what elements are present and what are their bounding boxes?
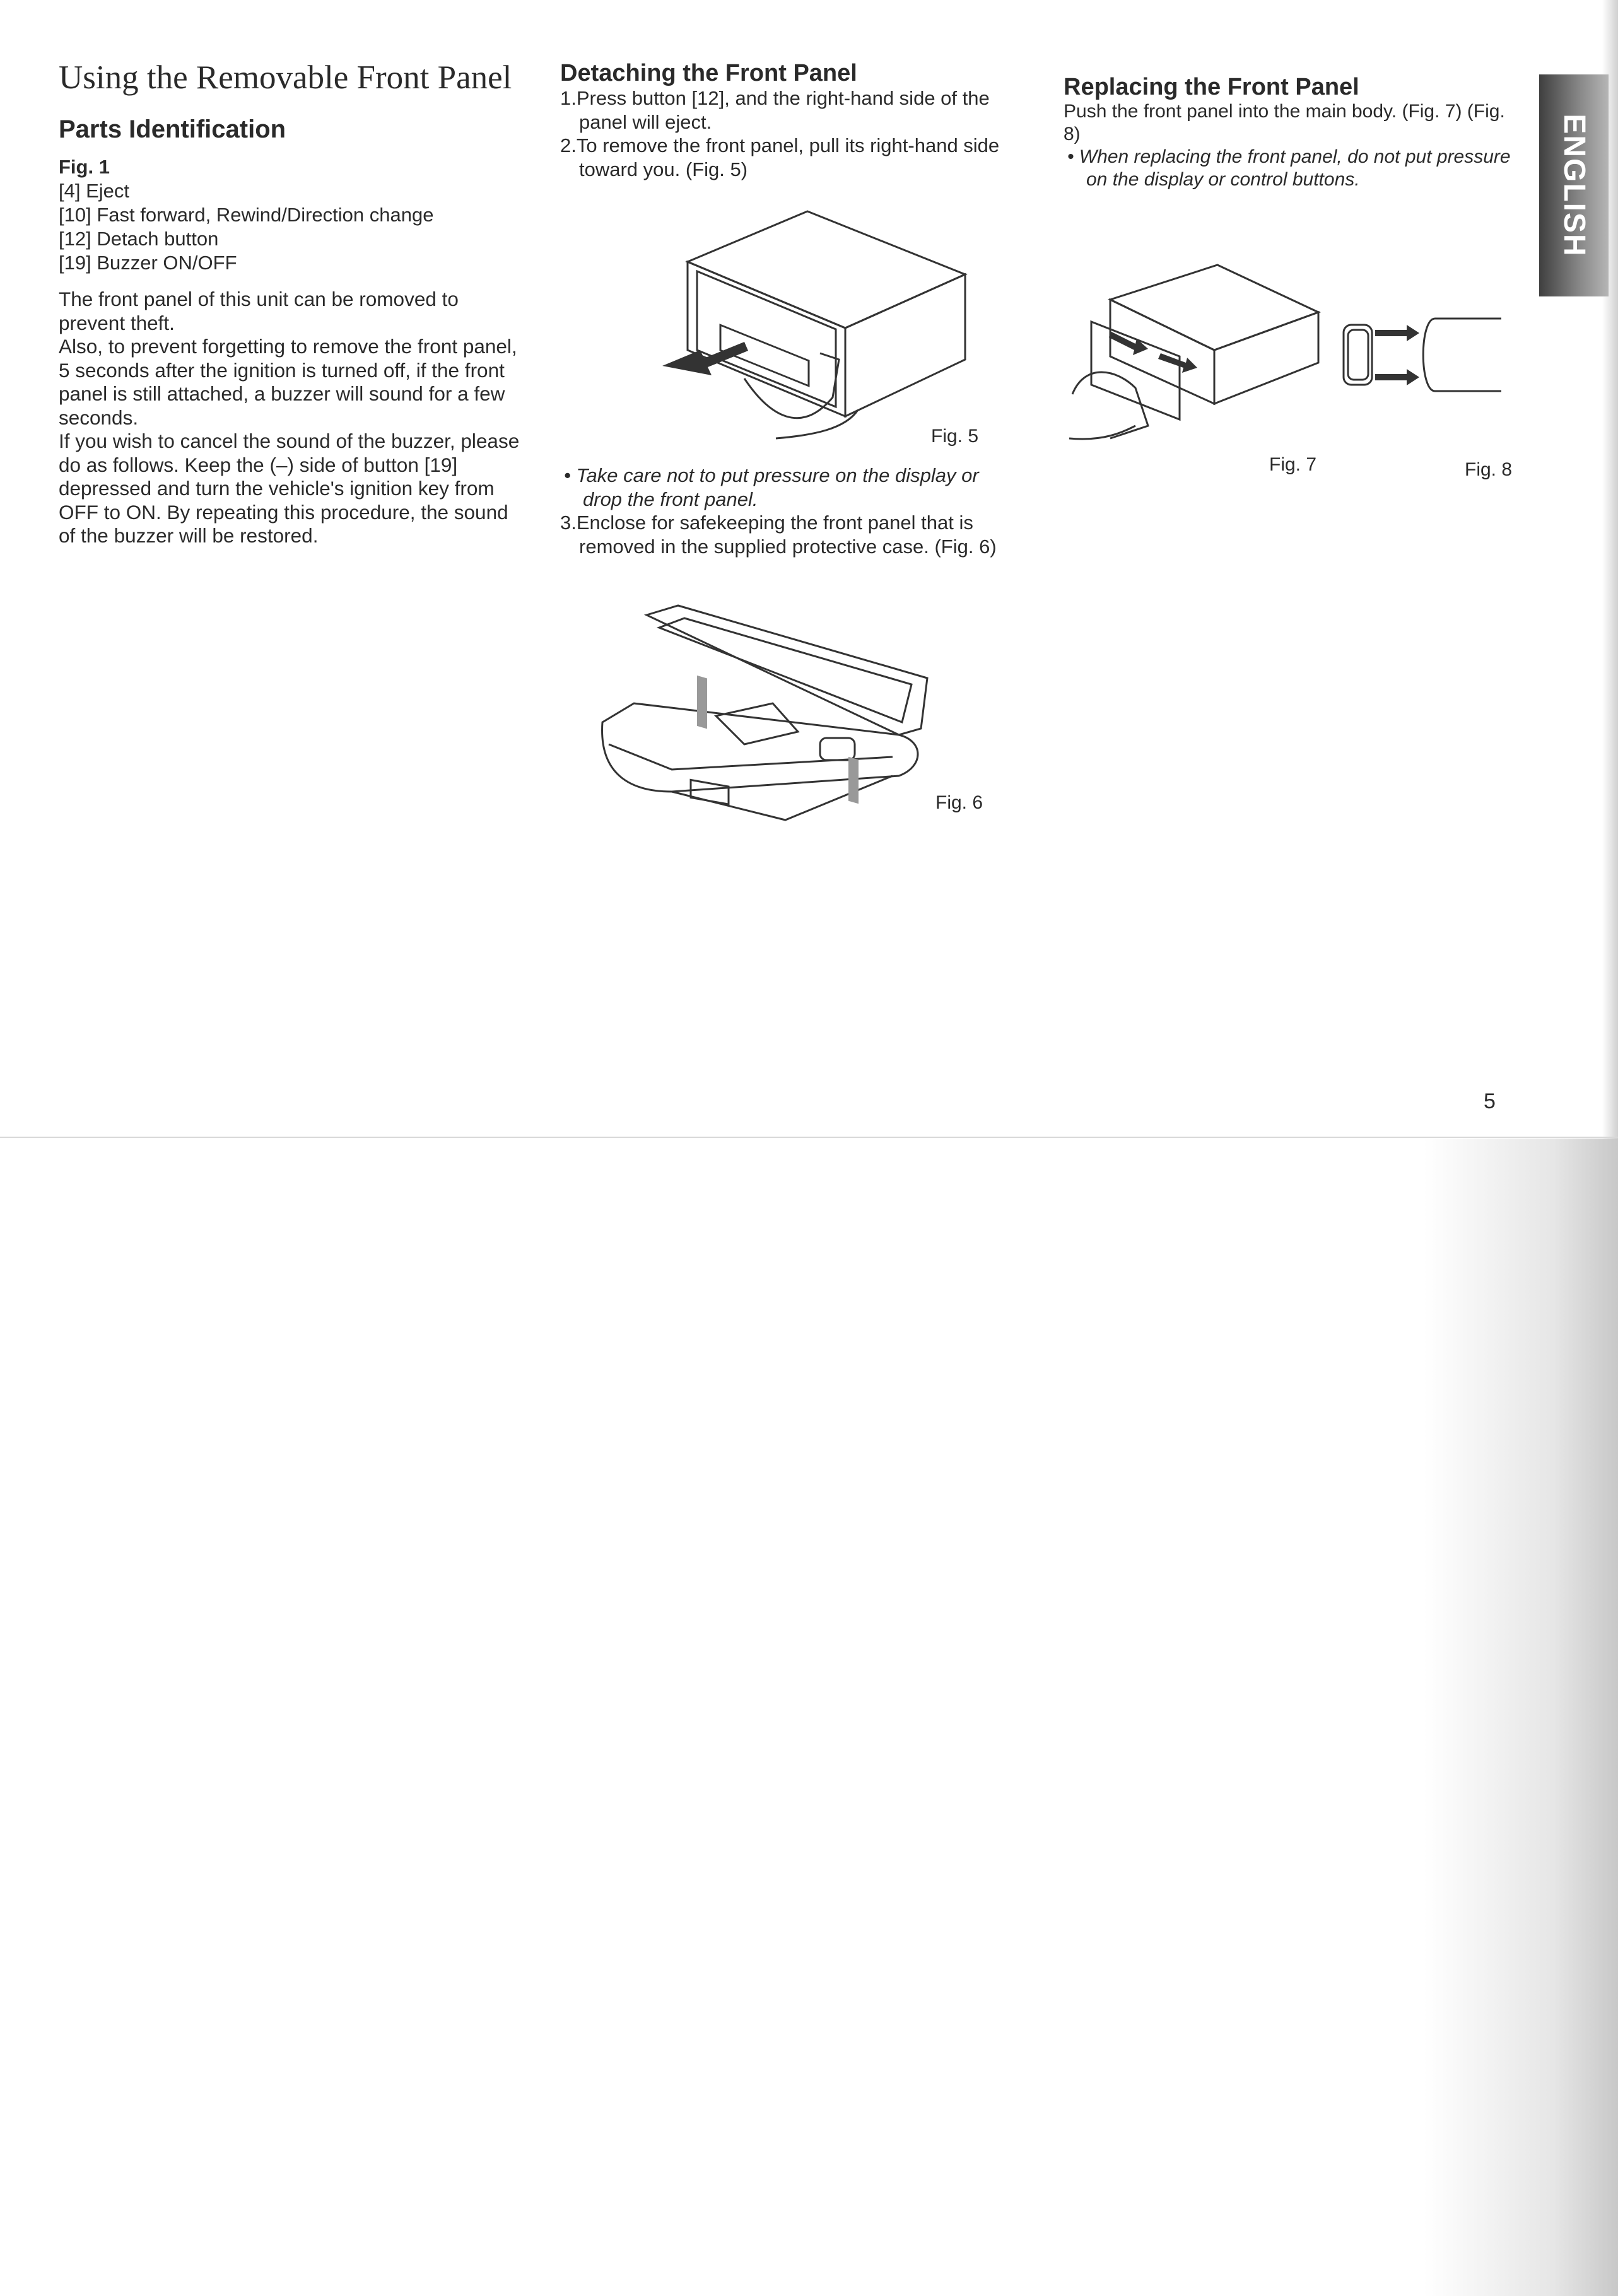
fig1-label: Fig. 1	[59, 156, 110, 178]
fold-line	[0, 1137, 1618, 1138]
part-item: [12] Detach button	[59, 228, 219, 250]
intro-paragraph: The front panel of this unit can be romoved to prevent theft.	[59, 288, 459, 334]
replacing-text: Push the front panel into the main body. (Fig. 7) (Fig. 8)	[1064, 101, 1505, 144]
fig5-illustration	[650, 208, 978, 454]
fig7-illustration	[1066, 262, 1318, 445]
page-number: 5	[1484, 1089, 1496, 1113]
part-item: [4] Eject	[59, 180, 129, 202]
language-tab	[1539, 74, 1609, 296]
fig8-illustration	[1340, 312, 1501, 397]
fig6-illustration	[596, 602, 930, 829]
middle-column	[560, 60, 1014, 181]
parts-heading: Parts Identification	[59, 115, 286, 143]
fig7-caption: Fig. 7	[1269, 454, 1317, 475]
replacing-heading: Replacing the Front Panel	[1064, 74, 1359, 100]
right-column	[1064, 60, 1518, 191]
blank-lower-page	[0, 1139, 1618, 2296]
fig5-caption: Fig. 5	[931, 426, 979, 447]
middle-column-lower	[560, 464, 1014, 558]
step-2: 2.To remove the front panel, pull its right-hand side toward you. (Fig. 5)	[560, 134, 1000, 180]
fig6-caption: Fig. 6	[935, 792, 983, 813]
detaching-heading: Detaching the Front Panel	[560, 60, 857, 86]
part-item: [19] Buzzer ON/OFF	[59, 252, 237, 274]
replacing-note: • When replacing the front panel, do not put pressure on the display or control buttons.	[1067, 146, 1511, 190]
part-item: [10] Fast forward, Rewind/Direction change	[59, 204, 434, 226]
buzzer-paragraph: Also, to prevent forgetting to remove the front panel, 5 seconds after the ignition is turned off, if the front panel is still attached, a buzzer will sound for a few seconds.	[59, 335, 517, 429]
left-column	[59, 60, 525, 548]
cancel-paragraph: If you wish to cancel the sound of the buzzer, please do as follows. Keep the (–) side of button [19] depressed and turn the vehicle's ignition key from OFF to ON. By repeating this procedure, the sound of the buzzer will be restored.	[59, 430, 520, 547]
fig8-caption: Fig. 8	[1465, 459, 1513, 480]
step-3: 3.Enclose for safekeeping the front panel that is removed in the supplied protective case. (Fig. 6)	[560, 512, 997, 558]
pressure-note: • Take care not to put pressure on the display or drop the front panel.	[564, 464, 979, 510]
step-1: 1.Press button [12], and the right-hand side of the panel will eject.	[560, 87, 990, 133]
page-title: Using the Removable Front Panel	[59, 59, 512, 96]
language-tab-label: ENGLISH	[1557, 114, 1591, 257]
